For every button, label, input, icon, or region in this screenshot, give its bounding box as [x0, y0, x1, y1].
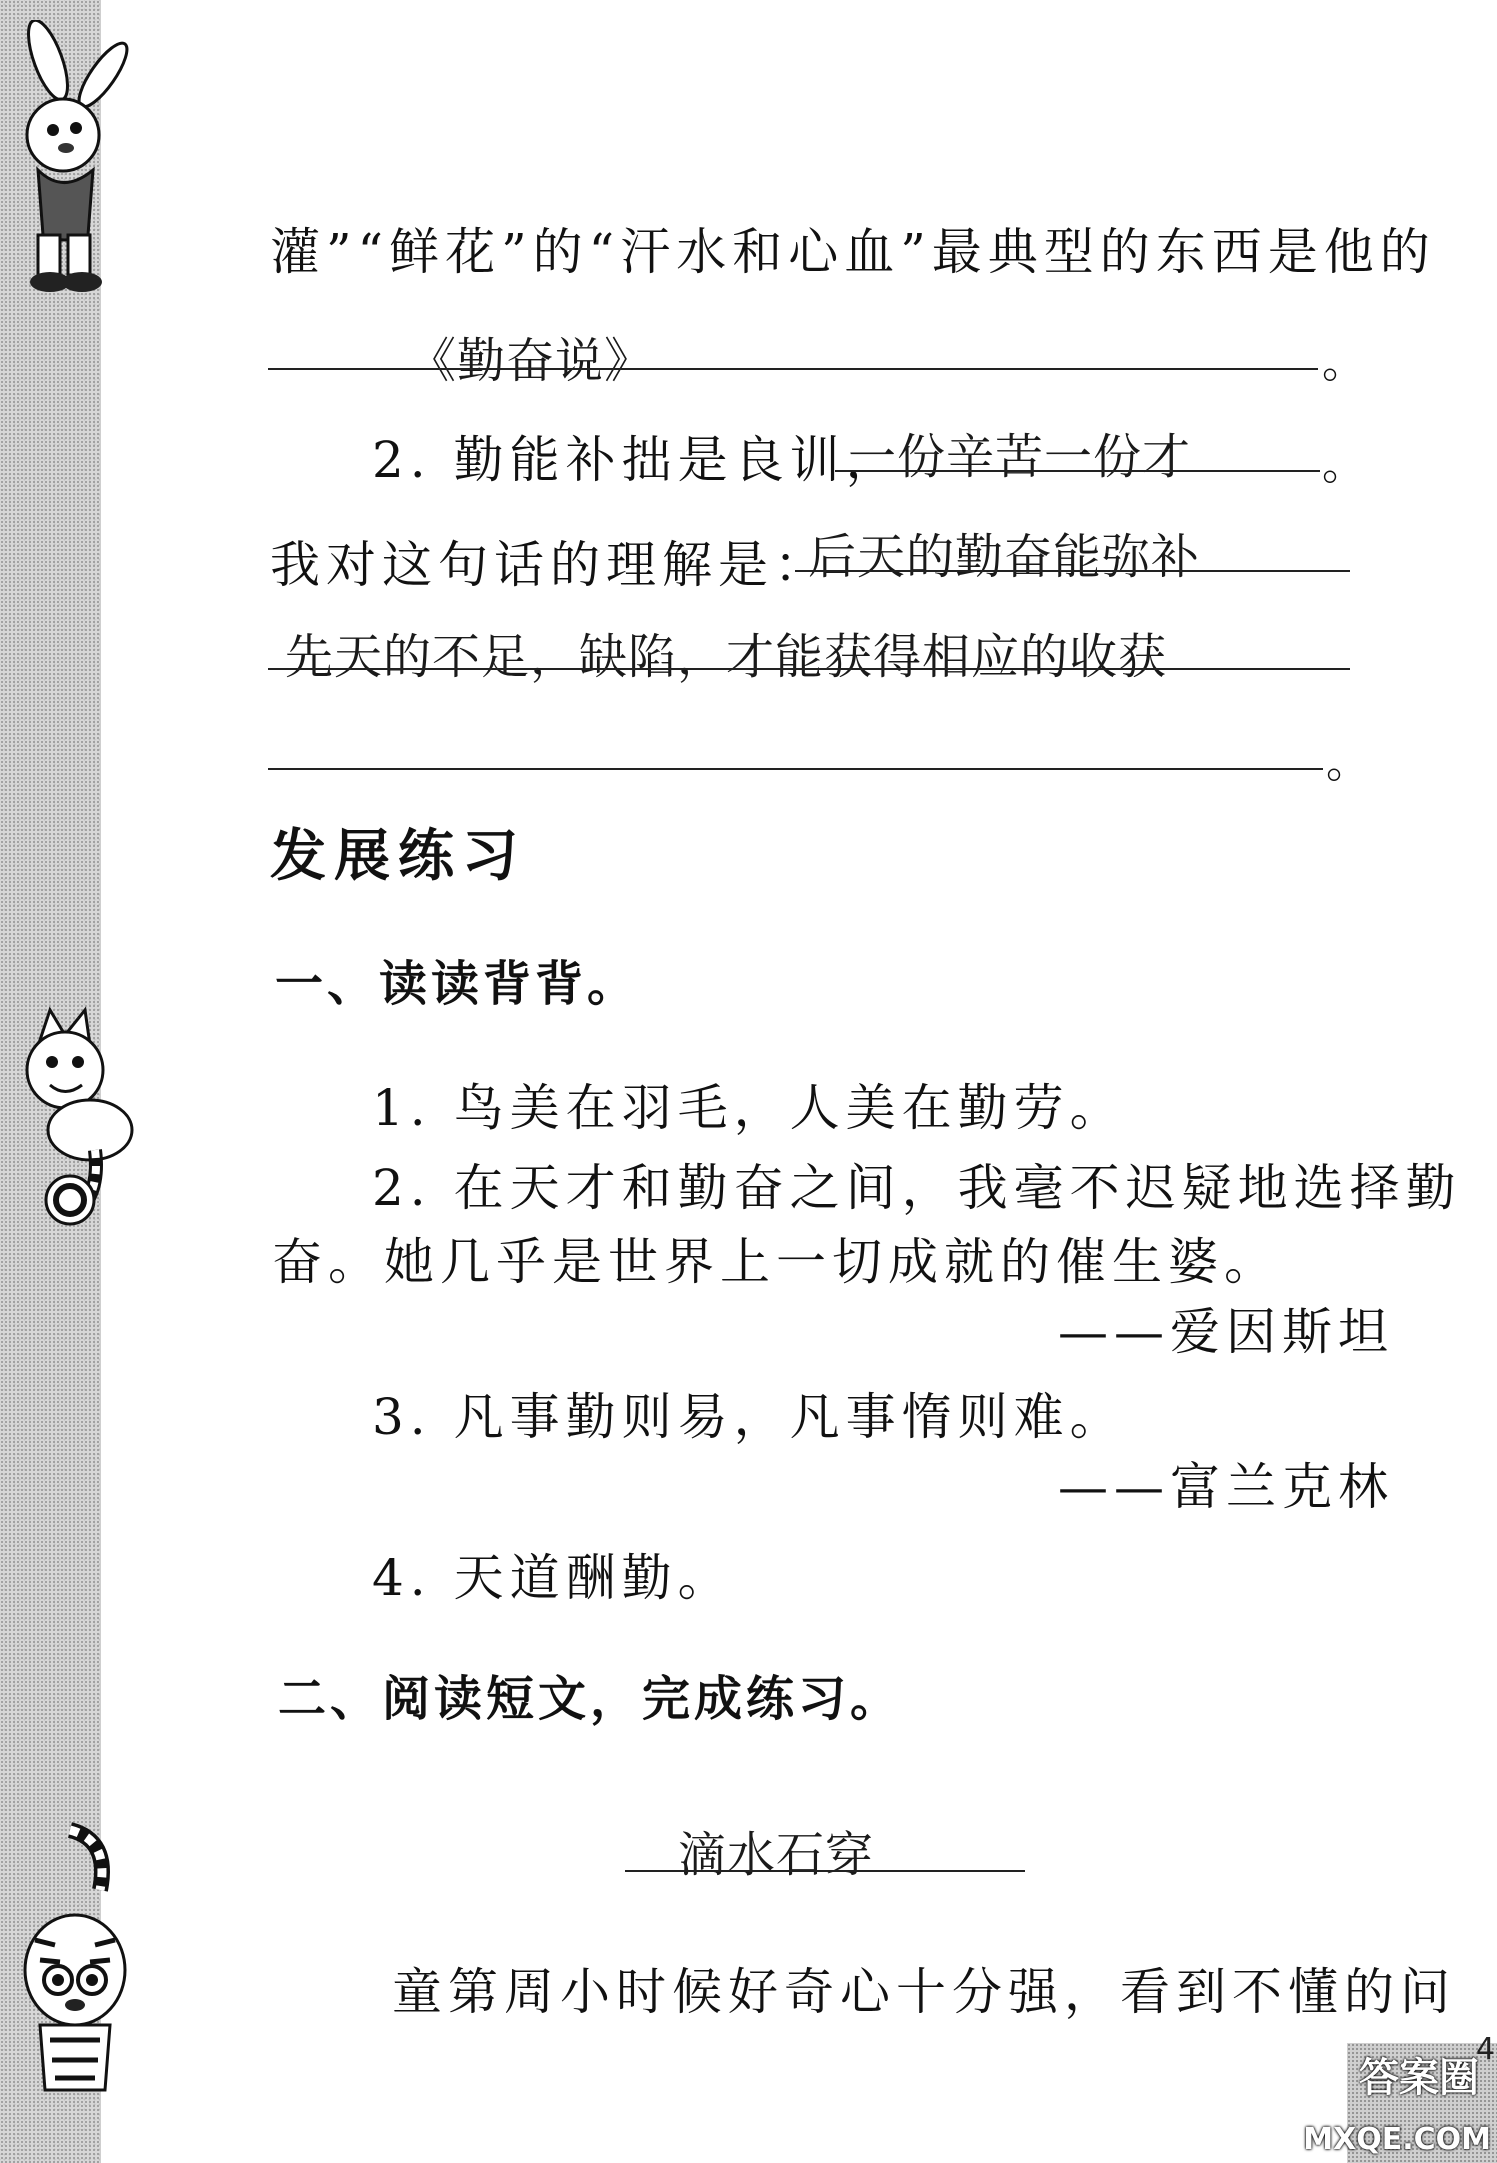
answer-blank-4: [268, 668, 1350, 670]
item-2-line-1: 2. 在天才和勤奋之间，我毫不迟疑地选择勤: [372, 1159, 1462, 1217]
answer-work-title: 《勤奋说》: [408, 333, 654, 389]
tiger-icon: [10, 1820, 140, 2110]
cat-icon: [0, 1000, 150, 1230]
period-1: 。: [1322, 337, 1366, 388]
watermark-site: MXQE.COM: [1303, 2122, 1491, 2157]
question-understanding-prefix: 我对这句话的理解是：: [270, 536, 830, 594]
text-line-1: 灌”“鲜花”的“汗水和心血”最典型的东西是他的: [270, 223, 1436, 281]
passage-line-1: 童第周小时候好奇心十分强，看到不懂的问: [392, 1963, 1456, 2021]
period-2: 。: [1322, 439, 1366, 490]
passage-title-answer: 滴水石穿: [678, 1827, 875, 1883]
item-2-line-2: 奋。她几乎是世界上一切成就的催生婆。: [272, 1233, 1280, 1291]
answer-blank-3: [795, 570, 1350, 572]
answer-blank-1: [268, 368, 1318, 370]
answer-blank-5: [268, 768, 1323, 770]
part-2-heading: 二、阅读短文，完成练习。: [278, 1671, 903, 1727]
item-3: 3. 凡事勤则易，凡事惰则难。: [372, 1388, 1126, 1446]
answer-understanding-2: 先天的不足，缺陷，才能获得相应的收获: [285, 629, 1168, 685]
answer-understanding-1: 后天的勤奋能弥补: [808, 529, 1201, 585]
passage-title-blank: [625, 1870, 1025, 1872]
answer-proverb: 一份辛苦一份才: [848, 429, 1192, 485]
answer-blank-2: [835, 470, 1320, 472]
question-2-prefix: 2. 勤能补拙是良训，: [372, 431, 902, 489]
watermark-logo-text: 答案圈: [1359, 2055, 1479, 2101]
page-number: 4: [1475, 2032, 1495, 2067]
item-4: 4. 天道酬勤。: [372, 1549, 734, 1607]
item-2-author: ——爱因斯坦: [1058, 1303, 1394, 1361]
part-1-heading: 一、读读背背。: [275, 956, 640, 1012]
section-title: 发展练习: [270, 824, 526, 889]
item-1: 1. 鸟美在羽毛，人美在勤劳。: [372, 1079, 1126, 1137]
rabbit-icon: [8, 20, 138, 300]
item-3-author: ——富兰克林: [1058, 1458, 1394, 1516]
period-3: 。: [1326, 737, 1370, 788]
